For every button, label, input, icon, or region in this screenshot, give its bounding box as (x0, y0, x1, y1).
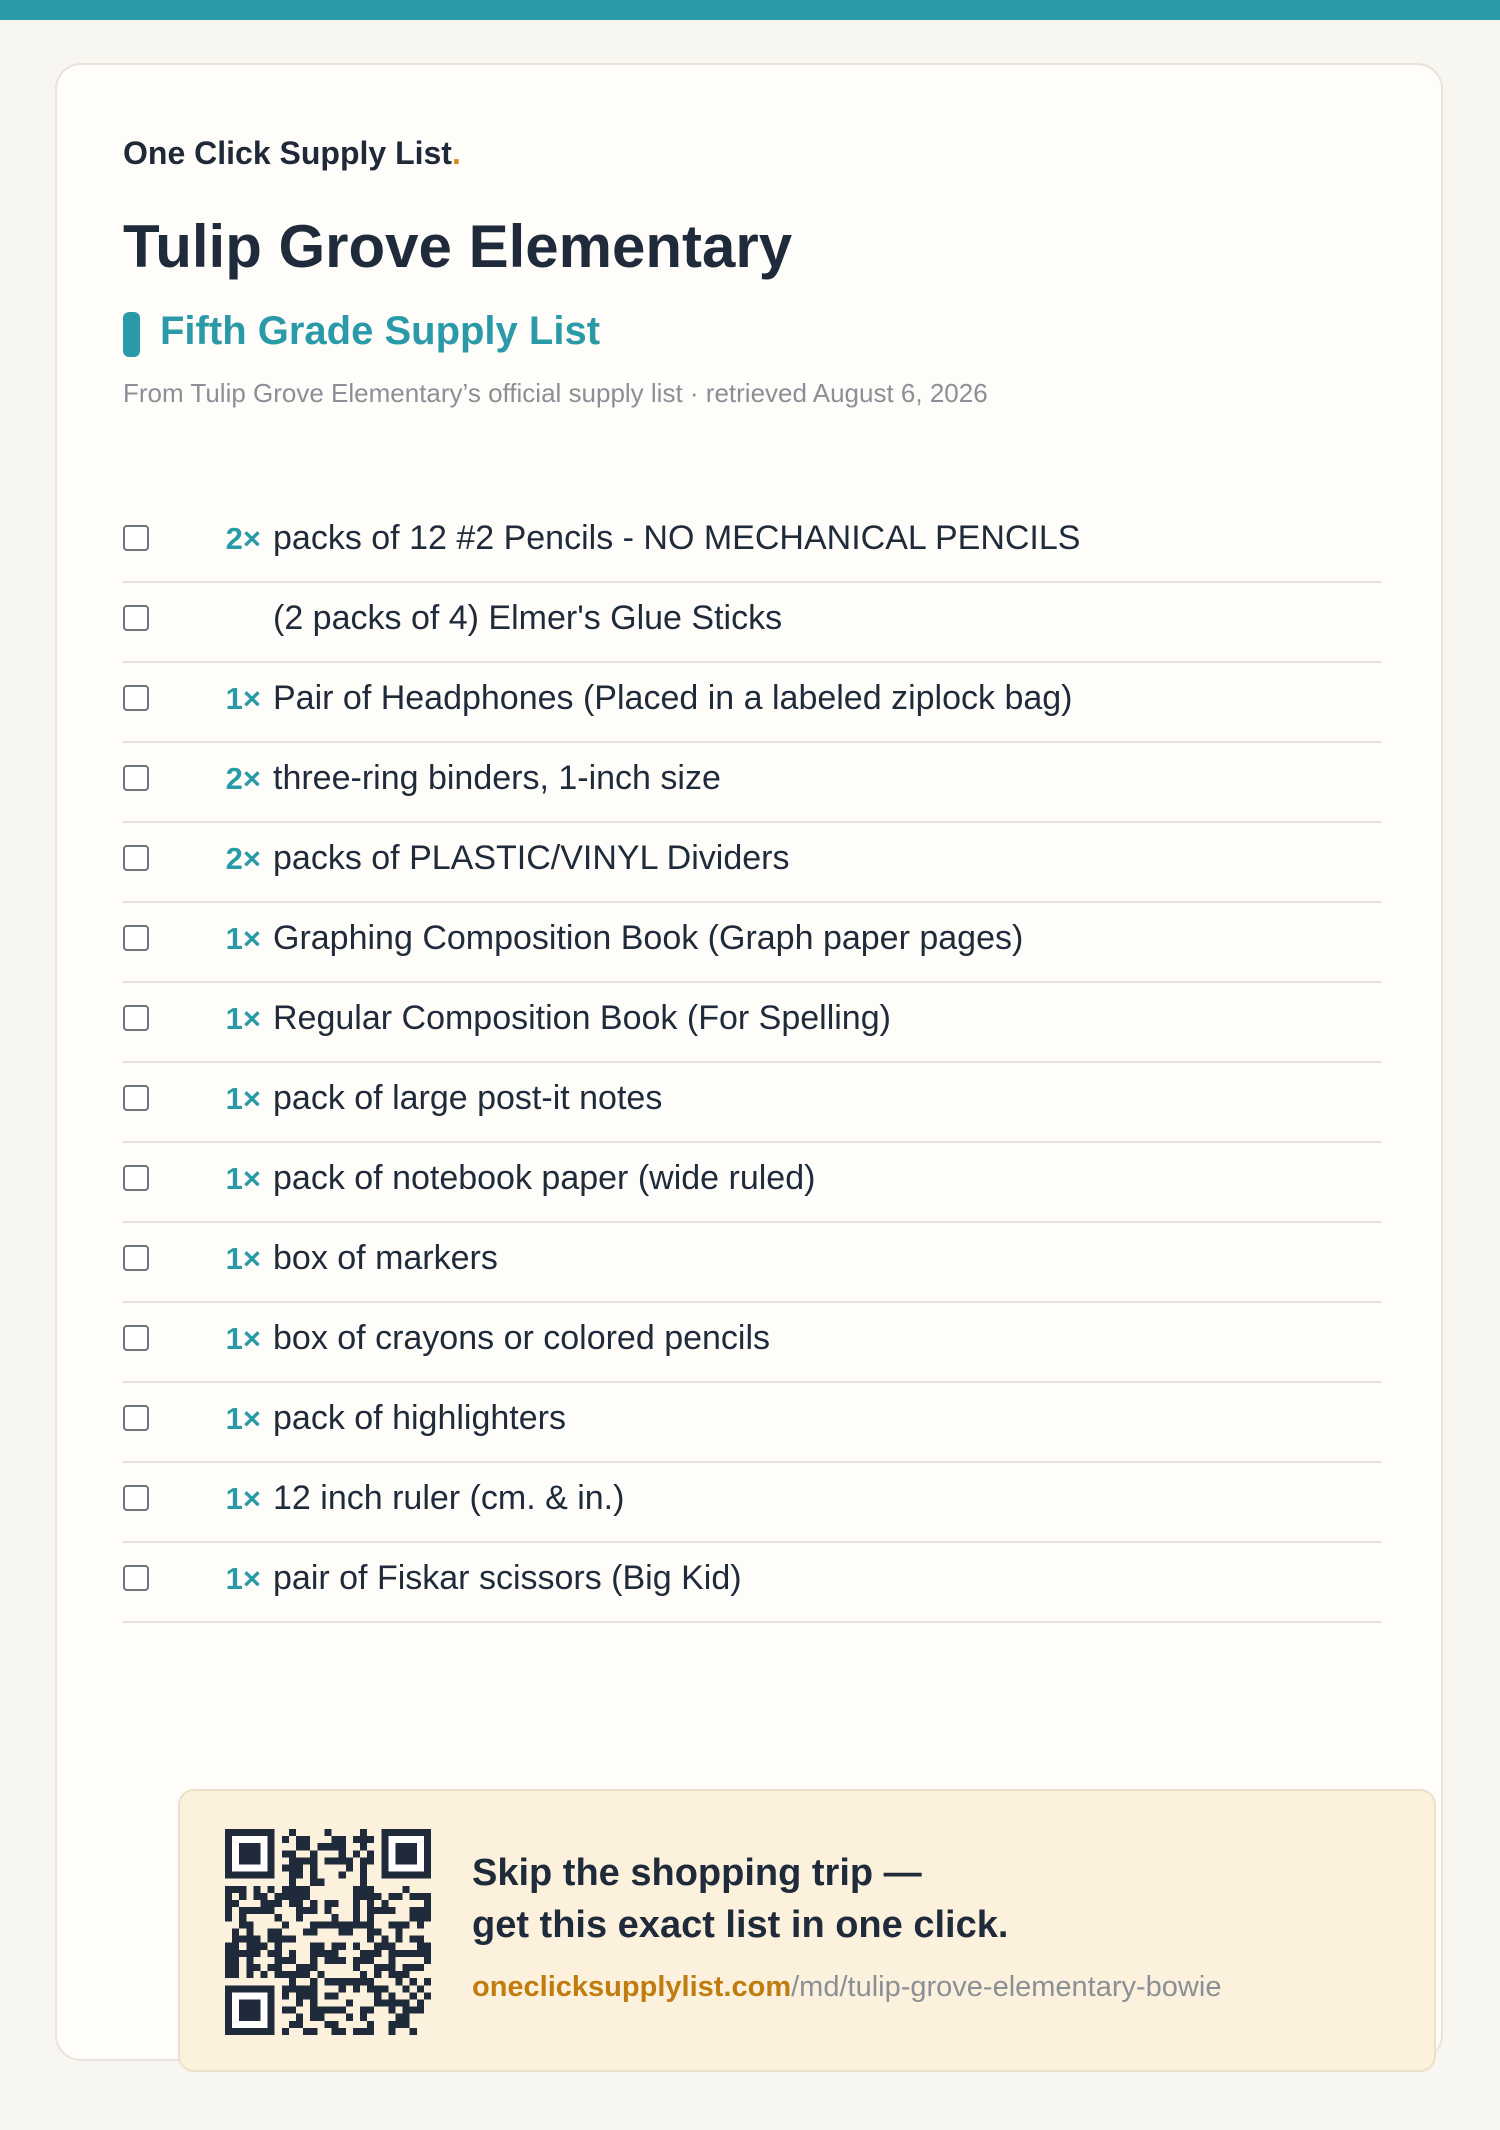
list-item (123, 823, 1381, 903)
item-label: Regular Composition Book (For Spelling) (273, 999, 891, 1037)
subtitle-accent-bar (123, 312, 140, 357)
list-item (123, 983, 1381, 1063)
item-quantity: 2× (225, 841, 261, 876)
item-checkbox[interactable] (123, 1485, 149, 1511)
item-label: pack of large post-it notes (273, 1079, 663, 1117)
item-label: packs of PLASTIC/VINYL Dividers (273, 839, 790, 877)
item-quantity: 1× (225, 1161, 261, 1196)
item-quantity: 1× (225, 1401, 261, 1436)
item-checkbox[interactable] (123, 605, 149, 631)
list-item (123, 1063, 1381, 1143)
item-quantity: 1× (225, 921, 261, 956)
item-quantity: 1× (225, 1561, 261, 1596)
promo-link[interactable] (472, 1971, 1221, 2004)
list-item (123, 663, 1381, 743)
item-label: Graphing Composition Book (Graph paper pages) (273, 919, 1024, 957)
item-checkbox[interactable] (123, 765, 149, 791)
item-checkbox[interactable] (123, 1565, 149, 1591)
item-label: pack of notebook paper (wide ruled) (273, 1159, 816, 1197)
list-item (123, 1143, 1381, 1223)
item-checkbox[interactable] (123, 1165, 149, 1191)
item-quantity: 1× (225, 681, 261, 716)
item-label: box of crayons or colored pencils (273, 1319, 771, 1357)
supply-list-card (55, 63, 1443, 2061)
promo-box (178, 1789, 1436, 2072)
item-checkbox[interactable] (123, 1005, 149, 1031)
item-label: pair of Fiskar scissors (Big Kid) (273, 1559, 742, 1597)
list-item (123, 1383, 1381, 1463)
source-note: From Tulip Grove Elementary’s official supply list · retrieved August 6, 2026 (123, 378, 988, 408)
item-checkbox[interactable] (123, 1325, 149, 1351)
qr-code-icon[interactable] (225, 1829, 431, 2035)
brand-logo[interactable] (123, 135, 461, 172)
item-quantity: 1× (225, 1241, 261, 1276)
item-checkbox[interactable] (123, 1245, 149, 1271)
item-label: Pair of Headphones (Placed in a labeled ziplock bag) (273, 679, 1073, 717)
item-quantity: 1× (225, 1001, 261, 1036)
brand-name: One Click Supply List (123, 135, 452, 171)
item-label: packs of 12 #2 Pencils - NO MECHANICAL PENCILS (273, 519, 1081, 557)
item-label: box of markers (273, 1239, 498, 1277)
item-checkbox[interactable] (123, 1405, 149, 1431)
promo-url-path: /md/tulip-grove-elementary-bowie (791, 1971, 1222, 2003)
item-label: three-ring binders, 1-inch size (273, 759, 721, 797)
list-item (123, 1463, 1381, 1543)
item-quantity: 1× (225, 1081, 261, 1116)
item-label: (2 packs of 4) Elmer's Glue Sticks (273, 599, 783, 637)
school-name: Tulip Grove Elementary (123, 213, 793, 280)
list-item (123, 503, 1381, 583)
brand-dot: . (451, 135, 461, 171)
list-item (123, 903, 1381, 983)
list-item (123, 583, 1381, 663)
item-label: 12 inch ruler (cm. & in.) (273, 1479, 625, 1517)
item-quantity: 2× (225, 761, 261, 796)
promo-url-domain: oneclicksupplylist.com (472, 1971, 792, 2003)
list-item (123, 1303, 1381, 1383)
promo-headline: Skip the shopping trip — (472, 1852, 922, 1894)
supply-list (123, 503, 1381, 1623)
list-title: Fifth Grade Supply List (160, 309, 601, 353)
promo-subheadline: get this exact list in one click. (472, 1904, 1009, 1946)
item-checkbox[interactable] (123, 685, 149, 711)
top-accent-bar (0, 0, 1500, 20)
item-checkbox[interactable] (123, 845, 149, 871)
list-item (123, 1223, 1381, 1303)
item-quantity: 2× (225, 521, 261, 556)
list-item (123, 1543, 1381, 1623)
item-quantity: 1× (225, 1481, 261, 1516)
item-checkbox[interactable] (123, 525, 149, 551)
item-checkbox[interactable] (123, 925, 149, 951)
item-quantity: 1× (225, 1321, 261, 1356)
item-checkbox[interactable] (123, 1085, 149, 1111)
list-item (123, 743, 1381, 823)
item-label: pack of highlighters (273, 1399, 566, 1437)
